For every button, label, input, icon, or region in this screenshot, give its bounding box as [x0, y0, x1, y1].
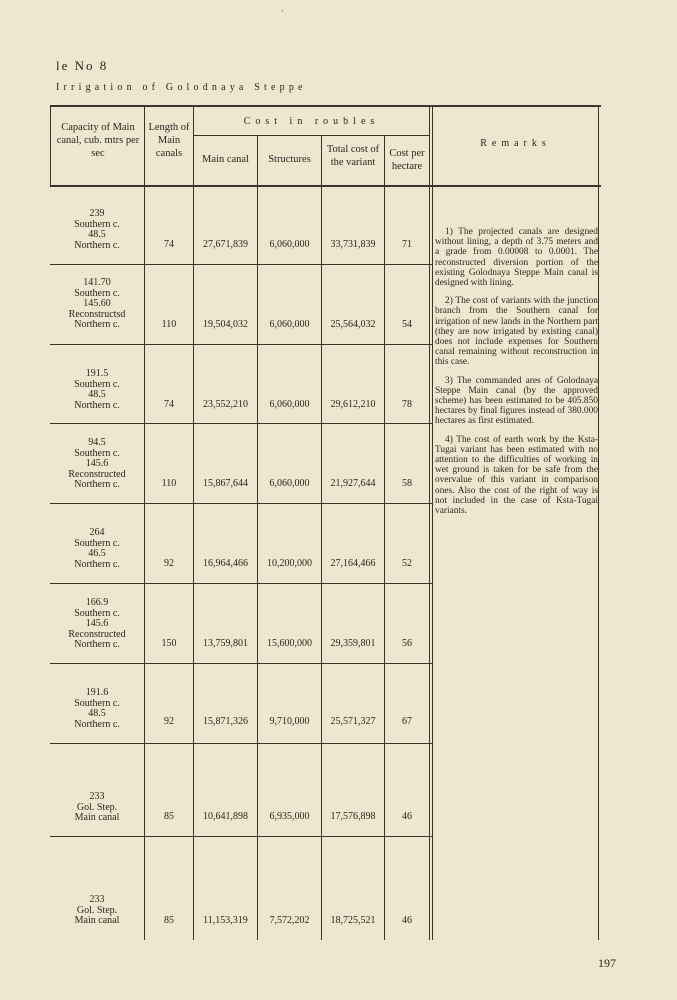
header-length: Length of Main canals	[148, 122, 190, 159]
structures-cost-cell: 15,600,000	[267, 638, 312, 649]
structures-cost-cell: 7,572,202	[269, 915, 310, 926]
page-mark: ʻ	[281, 8, 284, 18]
main-canal-cost-cell: 19,504,032	[203, 319, 248, 330]
capacity-cell: 166.9 Southern c. 145.6 Reconstructed Northern c.	[68, 597, 126, 650]
remark-3: 3) The commanded ares of Golodnaya Steppe Main canal (by the approved scheme) has been estimated to be 405.850 hectares by final figures instead of 380.000 hectares as first estimated.	[435, 375, 598, 427]
per-hectare-cell: 58	[402, 478, 412, 489]
length-cell: 110	[161, 319, 177, 330]
header-remarks: Remarks	[480, 138, 551, 149]
main-canal-cost-cell: 15,867,644	[203, 478, 248, 489]
capacity-cell: 239 Southern c. 48.5 Northern c.	[74, 208, 120, 251]
length-cell: 85	[164, 811, 174, 822]
per-hectare-cell: 46	[402, 915, 412, 926]
remark-1: 1) The projected canals are designed without lining, a depth of 3.75 meters and a grade from 0.00008 to 0.0001. The reconstructed diversion portion of the existing Golodnaya Steppe Main canal is designed with lining.	[435, 227, 598, 289]
remark-2: 2) The cost of variants with the junction branch from the Southern canal for irrigation of new lands in the Northern part (they are now irrigated by existing canal) does not include expenses for Southern canal remaining without reconstruction in this case.	[435, 296, 598, 368]
header-main-canal: Main canal	[202, 154, 249, 165]
header-cost-per-hectare: Cost per hectare	[389, 148, 425, 172]
main-canal-cost-cell: 27,671,839	[203, 239, 248, 250]
per-hectare-cell: 54	[402, 319, 412, 330]
capacity-cell: 94.5 Southern c. 145.6 Reconstructed Northern c.	[68, 437, 126, 490]
length-cell: 150	[161, 638, 177, 649]
per-hectare-cell: 46	[402, 811, 412, 822]
capacity-cell: 191.6 Southern c. 48.5 Northern c.	[74, 687, 120, 730]
structures-cost-cell: 6,060,000	[269, 239, 310, 250]
table-number: le No 8	[56, 58, 109, 73]
structures-cost-cell: 9,710,000	[269, 716, 310, 727]
capacity-cell: 191.5 Southern c. 48.5 Northern c.	[74, 368, 120, 411]
capacity-cell: 233 Gol. Step. Main canal	[74, 791, 120, 823]
length-cell: 74	[164, 239, 174, 250]
structures-cost-cell: 6,060,000	[269, 399, 310, 410]
capacity-cell: 141.70 Southern c. 145.60 Reconstructsd Northern c.	[68, 277, 126, 330]
cost-table	[50, 105, 601, 940]
table-subtitle: Irrigation of Golodnaya Steppe	[56, 82, 307, 93]
header-cost-group: Cost in roubles	[243, 116, 380, 127]
per-hectare-cell: 67	[402, 716, 412, 727]
total-cost-cell: 29,612,210	[330, 399, 376, 410]
per-hectare-cell: 52	[402, 558, 412, 569]
total-cost-cell: 18,725,521	[330, 915, 376, 926]
main-canal-cost-cell: 23,552,210	[203, 399, 248, 410]
main-canal-cost-cell: 15,871,326	[203, 716, 248, 727]
remark-4: 4) The cost of earth work by the Ksta-Tugai variant has been estimated with no attention to the difficulties of working in wet ground is taken for be safe from the overvalue of this variant in comparison ones. Also the cost of the right of way is not included in the case of Ksta-Tugai variants.	[435, 434, 598, 517]
structures-cost-cell: 6,060,000	[269, 319, 310, 330]
total-cost-cell: 33,731,839	[330, 239, 376, 250]
capacity-cell: 264 Southern c. 46.5 Northern c.	[74, 527, 120, 570]
structures-cost-cell: 6,935,000	[269, 811, 310, 822]
total-cost-cell: 25,571,327	[330, 716, 376, 727]
structures-cost-cell: 6,060,000	[269, 478, 310, 489]
main-canal-cost-cell: 10,641,898	[203, 811, 248, 822]
total-cost-cell: 25,564,032	[330, 319, 376, 330]
length-cell: 85	[164, 915, 174, 926]
total-cost-cell: 21,927,644	[330, 478, 376, 489]
per-hectare-cell: 56	[402, 638, 412, 649]
total-cost-cell: 27,164,466	[330, 558, 376, 569]
remarks-text	[435, 227, 598, 524]
length-cell: 110	[161, 478, 177, 489]
structures-cost-cell: 10,200,000	[267, 558, 312, 569]
main-canal-cost-cell: 11,153,319	[203, 915, 248, 926]
total-cost-cell: 29,359,801	[330, 638, 376, 649]
main-canal-cost-cell: 13,759,801	[203, 638, 248, 649]
length-cell: 92	[164, 558, 174, 569]
capacity-cell: 233 Gol. Step. Main canal	[74, 894, 120, 926]
total-cost-cell: 17,576,898	[330, 811, 376, 822]
per-hectare-cell: 71	[402, 239, 412, 250]
per-hectare-cell: 78	[402, 399, 412, 410]
page-number: 197	[598, 956, 616, 970]
length-cell: 74	[164, 399, 174, 410]
main-canal-cost-cell: 16,964,466	[203, 558, 248, 569]
header-structures: Structures	[268, 154, 311, 165]
length-cell: 92	[164, 716, 174, 727]
header-capacity: Capacity of Main canal, cub. mtrs per sec	[56, 122, 140, 159]
header-total-cost: Total cost of the variant	[326, 144, 380, 168]
